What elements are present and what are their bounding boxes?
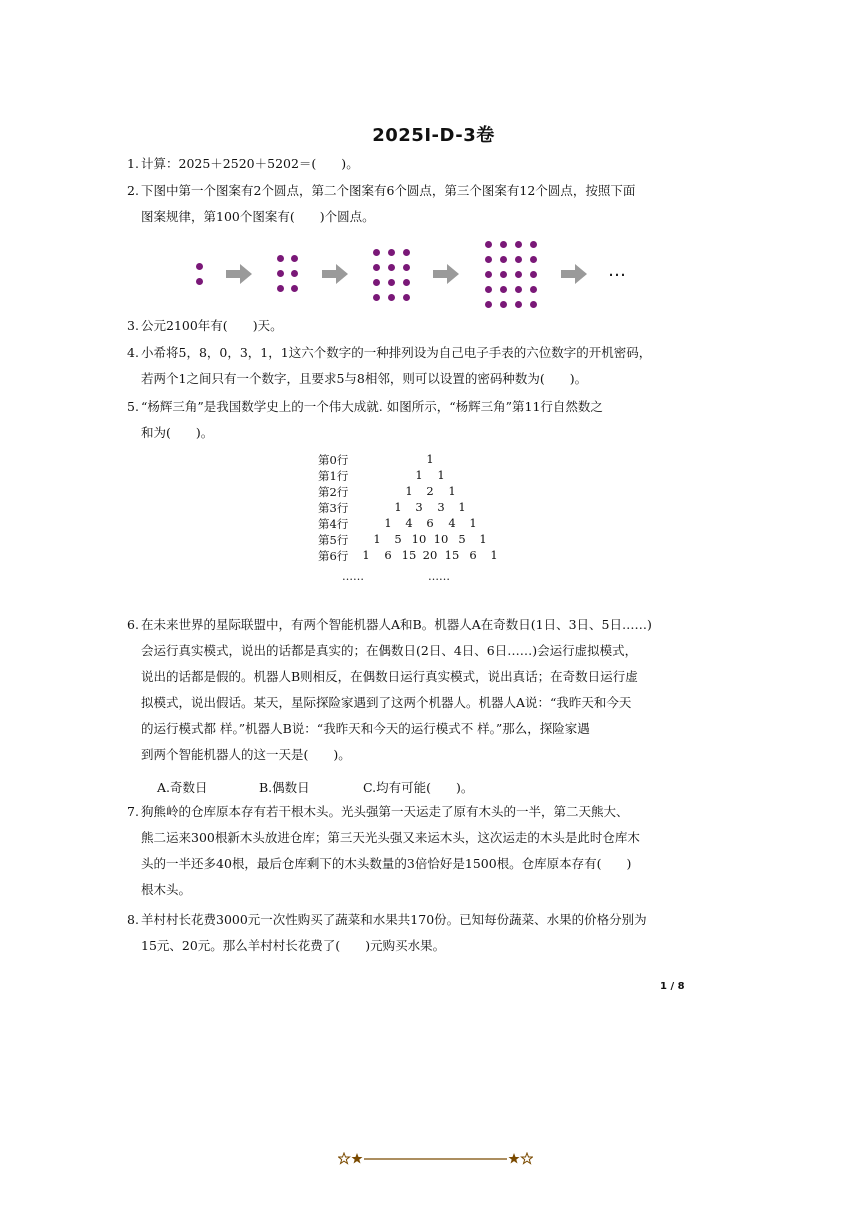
- ellipsis: …: [608, 260, 627, 281]
- dot-pattern-figure: [190, 238, 635, 310]
- question-number: 1.: [127, 156, 139, 171]
- dot: [277, 270, 284, 277]
- question-text: 下图中第一个图案有2个圆点，第二个图案有6个圆点，第三个图案有12个圆点，按照下面: [141, 183, 636, 198]
- triangle-value: 1: [415, 468, 423, 482]
- dot: [530, 286, 537, 293]
- question-2: [127, 178, 692, 230]
- dot: [291, 255, 298, 262]
- dot: [530, 301, 537, 308]
- continuation-ellipsis: ……: [342, 570, 364, 583]
- triangle-value: 1: [437, 468, 445, 482]
- star-outline-icon: [339, 1153, 350, 1164]
- question-text: 拟模式，说出假话。某天，星际探险家遇到了这两个机器人。机器人A说：“我昨天和今天: [141, 695, 632, 710]
- dot: [388, 249, 395, 256]
- page-title: 2025I-D-3卷: [372, 125, 495, 146]
- triangle-value: 1: [490, 548, 498, 562]
- triangle-value: 1: [426, 452, 434, 466]
- triangle-value: 15: [444, 548, 460, 562]
- footer-star-ornament: [338, 1152, 533, 1166]
- dot: [500, 301, 507, 308]
- dot: [403, 264, 410, 271]
- dot: [530, 256, 537, 263]
- option-a: A.奇数日: [157, 780, 208, 795]
- triangle-value: 4: [448, 516, 456, 530]
- dot: [196, 278, 203, 285]
- dot: [373, 279, 380, 286]
- arrow-right-icon: [226, 264, 252, 284]
- triangle-value: 1: [362, 548, 370, 562]
- triangle-value: 5: [394, 532, 402, 546]
- triangle-value: 1: [469, 516, 477, 530]
- triangle-value: 1: [384, 516, 392, 530]
- dot: [500, 256, 507, 263]
- question-text: 羊村村长花费3000元一次性购买了蔬菜和水果共170份。已知每份蔬菜、水果的价格分别为: [141, 912, 647, 927]
- question-number: 8.: [127, 912, 139, 927]
- question-text: 在未来世界的星际联盟中，有两个智能机器人A和B。机器人A在奇数日(1日、3日、5日……): [141, 617, 652, 632]
- dot: [291, 285, 298, 292]
- row-label: 第1行: [318, 469, 349, 483]
- triangle-value: 10: [433, 532, 449, 546]
- dot: [485, 256, 492, 263]
- dot: [277, 285, 284, 292]
- triangle-value: 6: [384, 548, 392, 562]
- row-label: 第3行: [318, 501, 349, 515]
- question-text: 图案规律，第100个图案有( )个圆点。: [141, 209, 375, 224]
- triangle-value: 1: [405, 484, 413, 498]
- question-text: 的运行模式都 样。”机器人B说：“我昨天和今天的运行模式不 样。”那么，探险家遇: [141, 721, 590, 736]
- star-filled-icon: [352, 1153, 363, 1164]
- triangle-value: 1: [448, 484, 456, 498]
- question-text: 到两个智能机器人的这一天是( )。: [141, 747, 351, 762]
- dot: [515, 256, 522, 263]
- question-6: [127, 612, 692, 768]
- option-b: B.偶数日: [259, 780, 310, 795]
- triangle-value: 6: [426, 516, 434, 530]
- dot: [373, 249, 380, 256]
- row-label: 第5行: [318, 533, 349, 547]
- dot: [388, 294, 395, 301]
- arrow-right-icon: [561, 264, 587, 284]
- triangle-value: 1: [479, 532, 487, 546]
- continuation-ellipsis: ……: [428, 570, 450, 583]
- dot: [388, 264, 395, 271]
- triangle-value: 1: [394, 500, 402, 514]
- question-text: 公元2100年有( )天。: [141, 318, 283, 333]
- question-text: 会运行真实模式，说出的话都是真实的；在偶数日(2日、4日、6日……)会运行虚拟模式，: [141, 643, 638, 658]
- dot: [403, 249, 410, 256]
- question-number: 7.: [127, 804, 139, 819]
- dot: [500, 271, 507, 278]
- question-4: [127, 340, 692, 392]
- triangle-value: 2: [426, 484, 434, 498]
- question-3: [127, 313, 692, 339]
- row-label: 第0行: [318, 453, 349, 467]
- dot: [277, 255, 284, 262]
- question-text: 狗熊岭的仓库原本存有若干根木头。光头强第一天运走了原有木头的一半，第二天熊大、: [141, 804, 629, 819]
- question-number: 2.: [127, 183, 139, 198]
- question-text: 小希将5，8，0，3，1，1这六个数字的一种排列设为自己电子手表的六位数字的开机密码，: [141, 345, 652, 360]
- question-text: 计算：2025＋2520＋5202＝( )。: [141, 156, 359, 171]
- triangle-value: 10: [411, 532, 427, 546]
- dot: [373, 264, 380, 271]
- dot: [530, 241, 537, 248]
- dot: [373, 294, 380, 301]
- answer-options: [157, 778, 473, 796]
- dot: [388, 279, 395, 286]
- dot: [485, 301, 492, 308]
- dot: [515, 286, 522, 293]
- question-text: 若两个1之间只有一个数字，且要求5与8相邻，则可以设置的密码种数为( )。: [141, 371, 588, 386]
- row-label: 第6行: [318, 549, 349, 563]
- star-outline-icon: [522, 1153, 533, 1164]
- dot: [500, 241, 507, 248]
- triangle-value: 1: [373, 532, 381, 546]
- question-text: 熊二运来300根新木头放进仓库；第三天光头强又来运木头，这次运走的木头是此时仓库木: [141, 830, 640, 845]
- dot: [530, 271, 537, 278]
- triangle-value: 3: [437, 500, 445, 514]
- triangle-value: 1: [458, 500, 466, 514]
- question-7: [127, 799, 692, 903]
- triangle-value: 5: [458, 532, 466, 546]
- question-1: [127, 151, 692, 177]
- triangle-value: 6: [469, 548, 477, 562]
- arrow-right-icon: [322, 264, 348, 284]
- question-text: 头的一半还多40根，最后仓库剩下的木头数量的3倍恰好是1500根。仓库原本存有( ): [141, 856, 632, 871]
- dot: [500, 286, 507, 293]
- row-label: 第4行: [318, 517, 349, 531]
- question-text: 说出的话都是假的。机器人B则相反，在偶数日运行真实模式，说出真话；在奇数日运行虚: [141, 669, 638, 684]
- dot: [485, 271, 492, 278]
- question-number: 5.: [127, 399, 139, 414]
- question-text: 15元、20元。那么羊村村长花费了( )元购买水果。: [141, 938, 446, 953]
- dot: [403, 294, 410, 301]
- star-filled-icon: [509, 1153, 520, 1164]
- arrow-right-icon: [433, 264, 459, 284]
- triangle-value: 20: [422, 548, 438, 562]
- question-number: 3.: [127, 318, 139, 333]
- dot: [196, 263, 203, 270]
- row-label: 第2行: [318, 485, 349, 499]
- question-text: 根木头。: [141, 882, 192, 897]
- dot: [485, 241, 492, 248]
- question-number: 6.: [127, 617, 139, 632]
- question-number: 4.: [127, 345, 139, 360]
- triangle-value: 4: [405, 516, 413, 530]
- dot: [485, 286, 492, 293]
- triangle-value: 15: [401, 548, 417, 562]
- question-8: [127, 907, 692, 959]
- question-text: 和为( )。: [141, 425, 214, 440]
- question-text: “杨辉三角”是我国数学史上的一个伟大成就. 如图所示，“杨辉三角”第11行自然数之: [141, 399, 603, 414]
- dot: [515, 271, 522, 278]
- dot: [291, 270, 298, 277]
- option-c: C.均有可能( )。: [363, 780, 474, 795]
- dot: [403, 279, 410, 286]
- page-number: 1 / 8: [660, 981, 685, 992]
- dot: [515, 241, 522, 248]
- dot: [515, 301, 522, 308]
- triangle-value: 3: [415, 500, 423, 514]
- question-5: [127, 394, 692, 446]
